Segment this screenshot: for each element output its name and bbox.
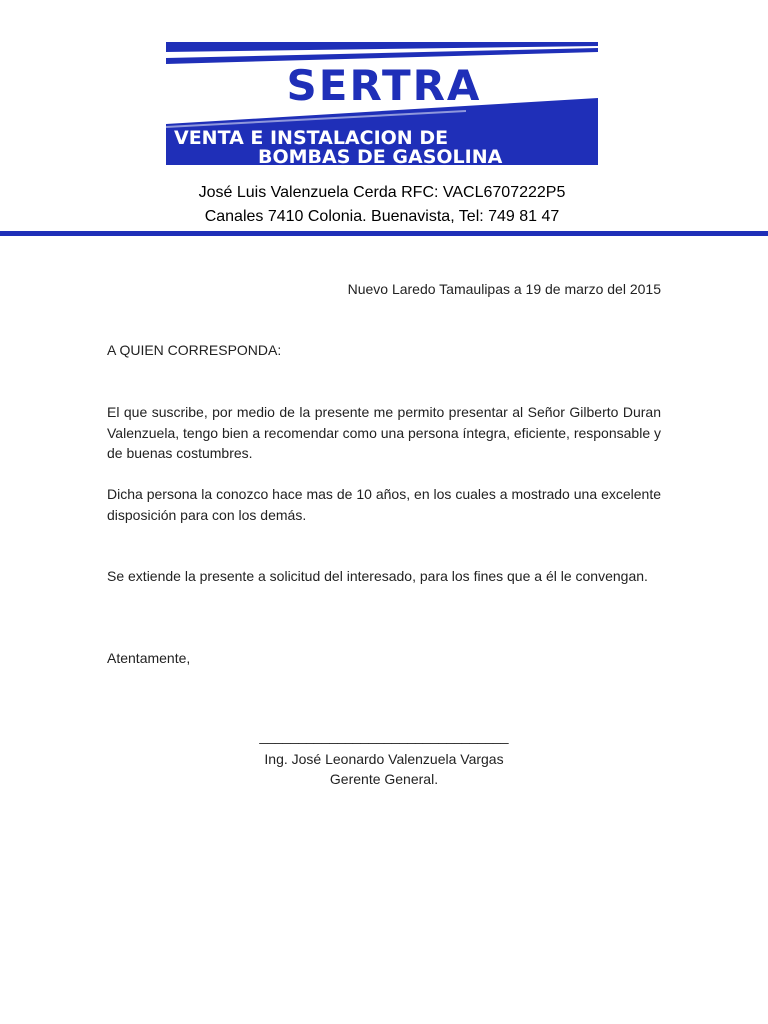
letterhead-line-1: José Luis Valenzuela Cerda RFC: VACL6707222P5	[198, 184, 566, 201]
letterhead-line-2: Canales 7410 Colonia. Buenavista, Tel: 749 81 47	[204, 208, 560, 225]
company-logo	[166, 40, 598, 165]
body-paragraph-3: Se extiende la presente a solicitud del interesado, para los fines que a él le convengan.	[107, 568, 648, 584]
body-paragraph-2: Dicha persona la conozco hace mas de 10 años, en los cuales a mostrado una excelente disposición para con los demás.	[107, 486, 661, 523]
logo-tagline-1: VENTA E INSTALACION DE	[174, 127, 449, 149]
logo-tagline-2: BOMBAS DE GASOLINA	[258, 146, 503, 165]
logo-name: SERTRA	[286, 61, 482, 110]
signature-line: ________________________________	[259, 728, 509, 744]
header-divider	[0, 231, 768, 236]
signer-title: Gerente General.	[329, 771, 439, 787]
body-paragraph-1: El que suscribe, por medio de la presente me permito presentar al Señor Gilberto Duran Valenzuela, tengo bien a recomendar como una persona íntegra, eficiente, responsable y de buenas costumbres.	[107, 404, 661, 461]
date-line: Nuevo Laredo Tamaulipas a 19 de marzo del 2015	[347, 281, 661, 297]
salutation: A QUIEN CORRESPONDA:	[107, 342, 282, 358]
signer-name: Ing. José Leonardo Valenzuela Vargas	[264, 751, 504, 767]
closing: Atentamente,	[107, 650, 191, 666]
